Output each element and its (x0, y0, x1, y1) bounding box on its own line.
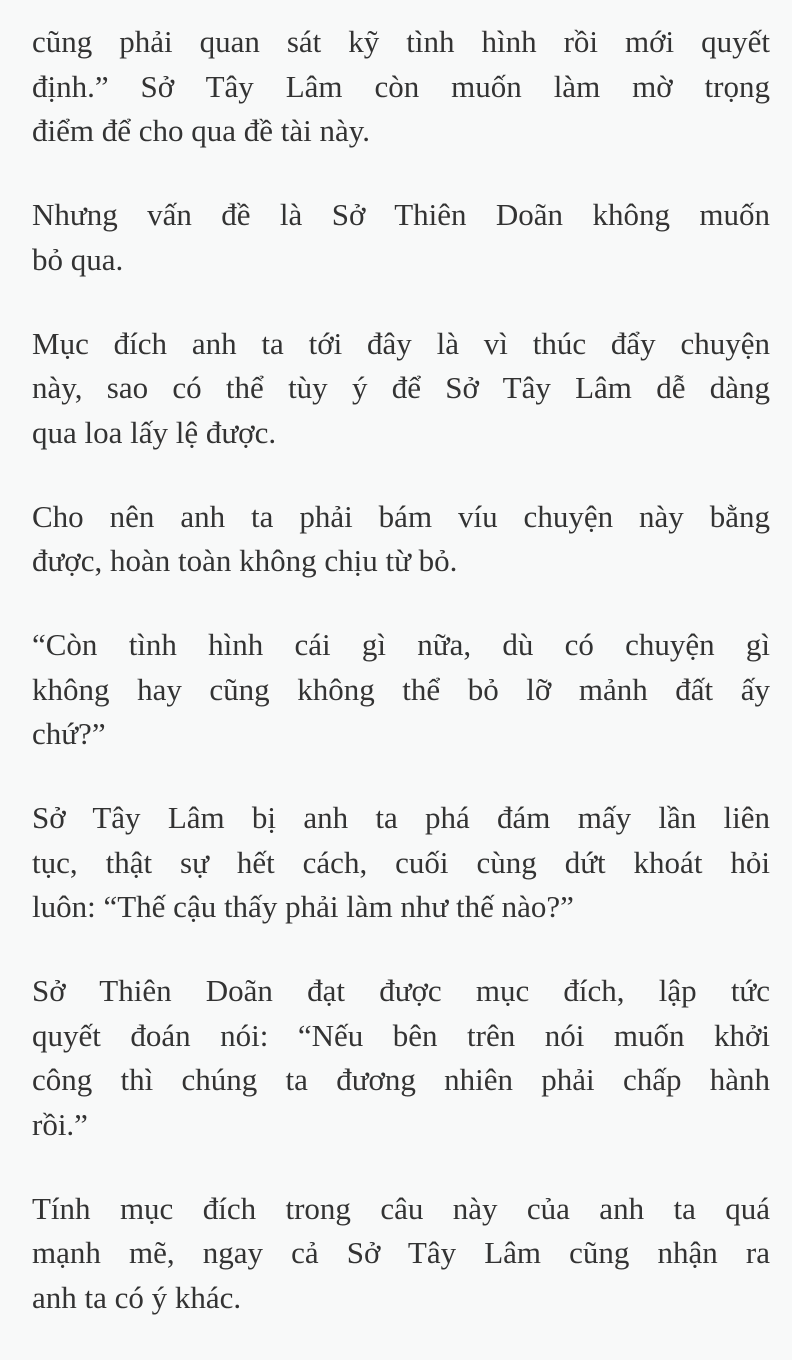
paragraph (32, 796, 770, 930)
reading-page (32, 20, 770, 1360)
text-line: tục, thật sự hết cách, cuối cùng dứt khoát hỏi (32, 844, 770, 880)
text-line: Sở Tây Lâm bị anh ta phá đám mấy lần liên (32, 800, 770, 835)
text-line: Nhưng vấn đề là Sở Thiên Doãn không muốn (32, 197, 770, 232)
text-line: rồi.” (32, 1106, 88, 1142)
paragraph (32, 20, 770, 154)
text-line: mạnh mẽ, ngay cả Sở Tây Lâm cũng nhận ra (32, 1235, 770, 1270)
text-line: Mục đích anh ta tới đây là vì thúc đẩy chuyện (32, 325, 770, 361)
paragraph (32, 193, 770, 282)
paragraph (32, 495, 770, 584)
text-line: được, hoàn toàn không chịu từ bỏ. (32, 543, 458, 578)
text-line: quyết đoán nói: “Nếu bên trên nói muốn khởi (32, 1017, 770, 1053)
text-line: công thì chúng ta đương nhiên phải chấp hành (32, 1062, 770, 1097)
text-line: Sở Thiên Doãn đạt được mục đích, lập tức (32, 973, 770, 1008)
text-line: điểm để cho qua đề tài này. (32, 113, 371, 148)
text-line: luôn: “Thế cậu thấy phải làm như thế nào?” (32, 889, 574, 924)
text-line: qua loa lấy lệ được. (32, 414, 277, 450)
text-line: anh ta có ý khác. (32, 1279, 242, 1315)
text-line: định.” Sở Tây Lâm còn muốn làm mờ trọng (32, 68, 770, 104)
paragraph (32, 623, 770, 757)
paragraph (32, 1187, 770, 1321)
text-line: Cho nên anh ta phải bám víu chuyện này bằng (32, 498, 770, 534)
text-line: Tính mục đích trong câu này của anh ta quá (32, 1190, 770, 1226)
text-line: cũng phải quan sát kỹ tình hình rồi mới quyết (32, 24, 770, 59)
text-line: “Còn tình hình cái gì nữa, dù có chuyện gì (32, 627, 770, 662)
paragraph (32, 322, 770, 456)
text-line: không hay cũng không thể bỏ lỡ mảnh đất ấy (32, 671, 770, 707)
text-line: bỏ qua. (32, 241, 124, 277)
text-line: này, sao có thể tùy ý để Sở Tây Lâm dễ dàng (32, 370, 770, 405)
paragraph (32, 969, 770, 1147)
text-line: chứ?” (32, 716, 106, 751)
